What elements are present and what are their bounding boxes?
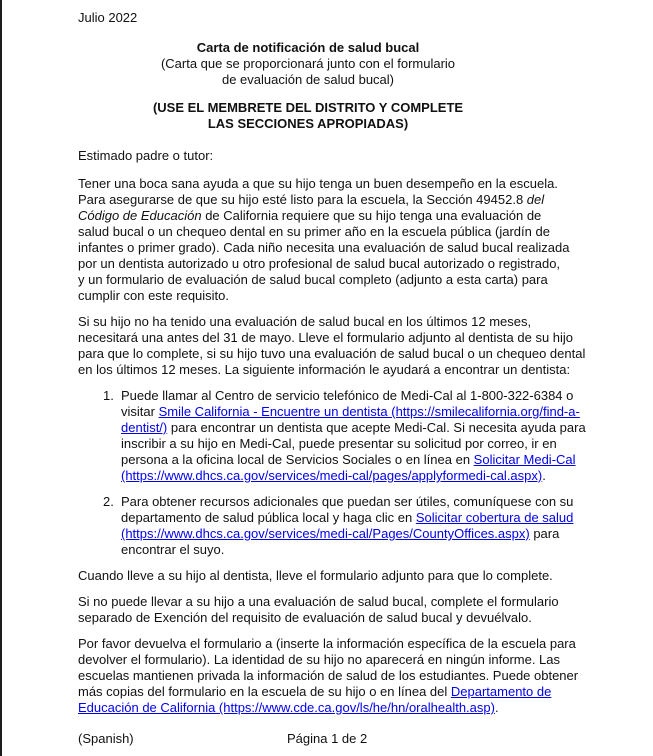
page-left-edge-line	[0, 0, 2, 756]
hyperlink[interactable]: (https://www.dhcs.ca.gov/services/medi-cal/pages/applyformedi-cal.aspx)	[121, 468, 543, 483]
text-run: .	[494, 700, 499, 715]
text-run: para	[529, 526, 560, 541]
hyperlink[interactable]: dentist/)	[121, 420, 168, 435]
text-run: necesitará una antes del 31 de mayo. Lleve el formulario adjunto al dentista de su hijo	[78, 330, 574, 345]
page-indicator: Página 1 de 2	[287, 731, 368, 746]
text-run: persona a la oficina local de Servicios Sociales o en línea en	[121, 452, 474, 467]
letter-heading	[78, 40, 538, 132]
text-run: Si no puede llevar a su hijo a una evaluación de salud bucal, complete el formulario	[78, 594, 559, 609]
text-run: Por favor devuelva el formulario a (inserte la información específica de la escuela para	[78, 636, 576, 651]
text-run: más copias del formulario en la escuela de su hijo o en línea del	[78, 684, 451, 699]
text-run: Para asegurarse de que su hijo esté listo para la escuela, la Sección 49452.8	[78, 192, 527, 207]
text-run: en los últimos 12 meses. La siguiente información le ayudará a encontrar un dentista:	[78, 362, 571, 377]
hyperlink[interactable]: Solicitar Medi-Cal	[473, 452, 576, 467]
text-run: para encontrar un dentista que acepte Medi-Cal. Si necesita ayuda para	[167, 420, 586, 435]
letter-title: Carta de notificación de salud bucal	[196, 40, 420, 55]
letter-page	[78, 10, 613, 726]
text-run: inscribir a su hijo en Medi-Cal, puede presentar su solicitud por correo, ir en	[121, 436, 557, 451]
text-run: Para obtener recursos adicionales que puedan ser útiles, comuníquese con su	[121, 494, 574, 509]
text-run: Puede llamar al Centro de servicio telefónico de Medi-Cal al 1-800-322-6384 o	[121, 388, 574, 403]
text-run: por un dentista autorizado u otro profesional de salud bucal autorizado o registrado,	[78, 256, 561, 271]
text-run: Si su hijo no ha tenido una evaluación de salud bucal en los últimos 12 meses,	[78, 314, 532, 329]
language-note: (Spanish)	[78, 731, 134, 746]
letter-subtitle	[78, 56, 538, 88]
text-run: de California requiere que su hijo tenga una evaluación de	[201, 208, 542, 223]
body-paragraph	[78, 176, 613, 304]
text-run: Cuando lleve a su hijo al dentista, lleve el formulario adjunto para que lo complete.	[78, 568, 553, 583]
hyperlink[interactable]: Educación de California (https://www.cde.ca.gov/ls/he/hn/oralhealth.asp)	[78, 700, 495, 715]
text-run: separado de Exención del requisito de evaluación de salud bucal y devuélvalo.	[78, 610, 532, 625]
text-run: departamento de salud pública local y haga clic en	[121, 510, 416, 525]
text-run: Tener una boca sana ayuda a que su hijo tenga un buen desempeño en la escuela.	[78, 176, 558, 191]
text-run: salud bucal o un chequeo dental en su primer año en la escuela pública (jardín de	[78, 224, 550, 239]
text-run: infantes o primer grado). Cada niño necesita una evaluación de salud bucal realizada	[78, 240, 570, 255]
text-run: y un formulario de evaluación de salud bucal completo (adjunto a esta carta) para	[78, 272, 548, 287]
letter-subtitle-line: de evaluación de salud bucal)	[221, 72, 394, 87]
body-paragraph	[78, 314, 613, 378]
text-run: devolver el formulario). La identidad de su hijo no aparecerá en ningún informe. Las	[78, 652, 561, 667]
italic-text-run: del	[526, 192, 545, 207]
hyperlink[interactable]: Smile California - Encuentre un dentista (https://smilecalifornia.org/find-a-	[158, 404, 580, 419]
text-run: escuelas mantienen privada la información de salud de los estudiantes. Puede obtener	[78, 668, 579, 683]
district-instruction-line: LAS SECCIONES APROPIADAS)	[207, 116, 409, 131]
numbered-list-item	[78, 388, 613, 484]
district-instruction	[78, 100, 538, 132]
letter-subtitle-line: (Carta que se proporcionará junto con el formulario	[160, 56, 456, 71]
list-item-number: 2.	[103, 494, 114, 509]
numbered-list-item	[78, 494, 613, 558]
text-run: encontrar el suyo.	[121, 542, 225, 557]
text-run: visitar	[121, 404, 159, 419]
italic-text-run: Código de Educación	[78, 208, 202, 223]
text-run: .	[542, 468, 546, 483]
hyperlink[interactable]: (https://www.dhcs.ca.gov/services/medi-cal/Pages/CountyOffices.aspx)	[121, 526, 530, 541]
list-item-text	[121, 494, 573, 557]
body-paragraph	[78, 568, 613, 584]
text-run: cumplir con este requisito.	[78, 288, 230, 303]
hyperlink[interactable]: Departamento de	[450, 684, 552, 699]
list-item-number: 1.	[103, 388, 114, 403]
body-paragraph	[78, 636, 613, 716]
hyperlink[interactable]: Solicitar cobertura de salud	[415, 510, 574, 525]
body-paragraph	[78, 594, 613, 626]
salutation: Estimado padre o tutor:	[78, 148, 214, 163]
text-run: para que lo complete, si su hijo tuvo una evaluación de salud bucal o un chequeo dental	[78, 346, 586, 361]
list-item-text	[121, 388, 586, 483]
district-instruction-line: (USE EL MEMBRETE DEL DISTRITO Y COMPLETE	[152, 100, 464, 115]
letter-body	[78, 176, 613, 716]
letter-date: Julio 2022	[78, 10, 138, 25]
